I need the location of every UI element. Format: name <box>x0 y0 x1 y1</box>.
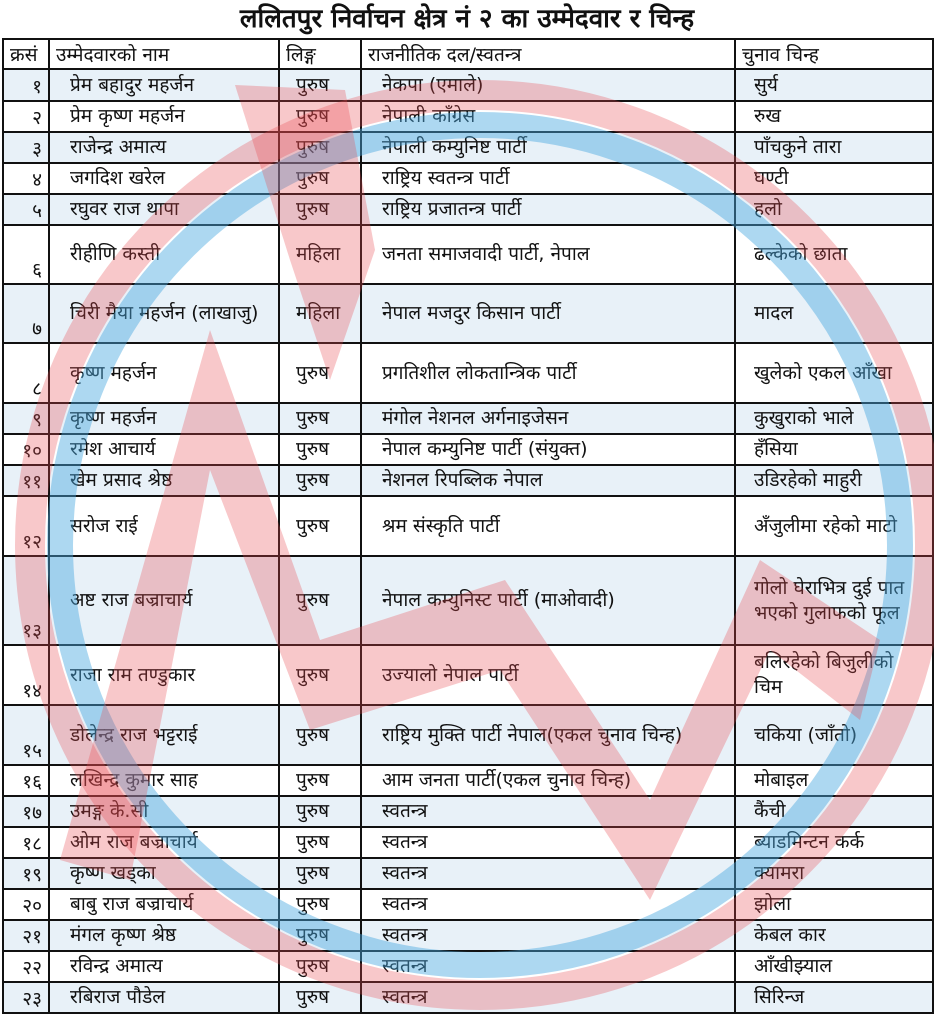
cell-party: स्वतन्त्र <box>361 796 735 827</box>
table-row <box>3 951 933 982</box>
cell-symbol: हँसिया <box>735 434 933 465</box>
cell-gender: पुरुष <box>279 858 361 889</box>
cell-name: उमङ्ग के.सी <box>49 796 279 827</box>
cell-name: मंगल कृष्ण श्रेष्ठ <box>49 920 279 951</box>
cell-party: स्वतन्त्र <box>361 858 735 889</box>
cell-num: ९ <box>3 403 49 434</box>
table-row <box>3 194 933 225</box>
cell-num: ४ <box>3 163 49 194</box>
cell-name: खेम प्रसाद श्रेष्ठ <box>49 465 279 496</box>
cell-num: १६ <box>3 765 49 796</box>
cell-name: रबिराज पौडेल <box>49 982 279 1013</box>
cell-symbol: सुर्य <box>735 69 933 101</box>
header-symbol: चुनाव चिन्ह <box>735 39 933 69</box>
cell-num: २ <box>3 101 49 132</box>
cell-gender: पुरुष <box>279 889 361 920</box>
table-row <box>3 434 933 465</box>
cell-gender: पुरुष <box>279 645 361 705</box>
cell-party: स्वतन्त्र <box>361 920 735 951</box>
cell-symbol: हलो <box>735 194 933 225</box>
cell-symbol: केबल कार <box>735 920 933 951</box>
cell-name: कृष्ण महर्जन <box>49 403 279 434</box>
header-party: राजनीतिक दल/स्वतन्त्र <box>361 39 735 69</box>
cell-gender: पुरुष <box>279 796 361 827</box>
cell-party: नेपाल मजदुर किसान पार्टी <box>361 284 735 343</box>
cell-gender: पुरुष <box>279 951 361 982</box>
cell-gender: पुरुष <box>279 465 361 496</box>
cell-symbol: क्यामरा <box>735 858 933 889</box>
cell-party: मंगोल नेशनल अर्गनाइजेसन <box>361 403 735 434</box>
cell-gender: पुरुष <box>279 982 361 1013</box>
cell-symbol: घण्टी <box>735 163 933 194</box>
cell-name: प्रेम कृष्ण महर्जन <box>49 101 279 132</box>
table-row <box>3 858 933 889</box>
cell-party: नेपाली कम्युनिष्ट पार्टी <box>361 132 735 163</box>
cell-num: १५ <box>3 705 49 765</box>
table-row <box>3 796 933 827</box>
cell-symbol: पाँचकुने तारा <box>735 132 933 163</box>
cell-num: ६ <box>3 225 49 284</box>
cell-party: नेशनल रिपब्लिक नेपाल <box>361 465 735 496</box>
cell-symbol: मादल <box>735 284 933 343</box>
cell-party: प्रगतिशील लोकतान्त्रिक पार्टी <box>361 343 735 403</box>
cell-name: लखिन्द्र कुमार साह <box>49 765 279 796</box>
cell-party: राष्ट्रिय स्वतन्त्र पार्टी <box>361 163 735 194</box>
cell-num: २३ <box>3 982 49 1013</box>
table-row <box>3 132 933 163</box>
cell-num: २० <box>3 889 49 920</box>
table-row <box>3 225 933 284</box>
cell-name: रीहीणि कस्ती <box>49 225 279 284</box>
cell-gender: महिला <box>279 284 361 343</box>
cell-num: ७ <box>3 284 49 343</box>
cell-party: उज्यालो नेपाल पार्टी <box>361 645 735 705</box>
cell-party: स्वतन्त्र <box>361 951 735 982</box>
cell-gender: पुरुष <box>279 434 361 465</box>
cell-name: कृष्ण खड्का <box>49 858 279 889</box>
cell-num: १२ <box>3 496 49 556</box>
cell-party: नेपाली काँग्रेस <box>361 101 735 132</box>
cell-name: राजेन्द्र अमात्य <box>49 132 279 163</box>
candidates-table <box>2 38 934 1014</box>
cell-symbol: ब्याडमिन्टन कर्क <box>735 827 933 858</box>
table-row <box>3 163 933 194</box>
cell-gender: पुरुष <box>279 765 361 796</box>
cell-name: डोलेन्द्र राज भट्टराई <box>49 705 279 765</box>
cell-name: प्रेम बहादुर महर्जन <box>49 69 279 101</box>
cell-gender: पुरुष <box>279 163 361 194</box>
cell-name: कृष्ण महर्जन <box>49 343 279 403</box>
cell-name: ओम राज बज्राचार्य <box>49 827 279 858</box>
cell-gender: पुरुष <box>279 132 361 163</box>
cell-num: ५ <box>3 194 49 225</box>
cell-name: अष्ट राज बज्राचार्य <box>49 556 279 645</box>
cell-symbol: कैंची <box>735 796 933 827</box>
cell-party: नेकपा (एमाले) <box>361 69 735 101</box>
cell-gender: पुरुष <box>279 403 361 434</box>
cell-symbol: आँखीझ्याल <box>735 951 933 982</box>
header-name: उम्मेदवारको नाम <box>49 39 279 69</box>
table-row <box>3 69 933 101</box>
cell-name: जगदिश खरेल <box>49 163 279 194</box>
cell-name: रघुवर राज थापा <box>49 194 279 225</box>
cell-name: सरोज राई <box>49 496 279 556</box>
cell-num: १८ <box>3 827 49 858</box>
table-row <box>3 645 933 705</box>
cell-num: १ <box>3 69 49 101</box>
cell-party: नेपाल कम्युनिस्ट पार्टी (माओवादी) <box>361 556 735 645</box>
table-row <box>3 343 933 403</box>
cell-symbol: बलिरहेको बिजुलीको चिम <box>735 645 933 705</box>
cell-num: १७ <box>3 796 49 827</box>
cell-symbol: खुलेको एकल आँखा <box>735 343 933 403</box>
cell-gender: पुरुष <box>279 556 361 645</box>
cell-num: १३ <box>3 556 49 645</box>
cell-name: रमेश आचार्य <box>49 434 279 465</box>
table-row <box>3 889 933 920</box>
cell-num: २२ <box>3 951 49 982</box>
cell-party: आम जनता पार्टी(एकल चुनाव चिन्ह) <box>361 765 735 796</box>
cell-name: रविन्द्र अमात्य <box>49 951 279 982</box>
table-row <box>3 403 933 434</box>
cell-num: ८ <box>3 343 49 403</box>
cell-party: स्वतन्त्र <box>361 889 735 920</box>
page-title: ललितपुर निर्वाचन क्षेत्र नं २ का उम्मेदवार र चिन्ह <box>239 4 695 34</box>
cell-symbol: उडिरहेको माहुरी <box>735 465 933 496</box>
cell-gender: पुरुष <box>279 496 361 556</box>
cell-num: ३ <box>3 132 49 163</box>
cell-num: १० <box>3 434 49 465</box>
header-num: क्रसं <box>3 39 49 69</box>
cell-gender: पुरुष <box>279 69 361 101</box>
table-row <box>3 496 933 556</box>
cell-party: श्रम संस्कृति पार्टी <box>361 496 735 556</box>
cell-party: स्वतन्त्र <box>361 982 735 1013</box>
table-row <box>3 101 933 132</box>
table-row <box>3 765 933 796</box>
table-header-row <box>3 39 933 69</box>
table-row <box>3 982 933 1013</box>
cell-num: २१ <box>3 920 49 951</box>
table-row <box>3 705 933 765</box>
cell-symbol: रुख <box>735 101 933 132</box>
cell-gender: पुरुष <box>279 705 361 765</box>
cell-gender: पुरुष <box>279 920 361 951</box>
header-gender: लिङ्ग <box>279 39 361 69</box>
cell-gender: पुरुष <box>279 827 361 858</box>
cell-party: राष्ट्रिय मुक्ति पार्टी नेपाल(एकल चुनाव चिन्ह) <box>361 705 735 765</box>
cell-gender: महिला <box>279 225 361 284</box>
cell-symbol: ढल्केको छाता <box>735 225 933 284</box>
cell-gender: पुरुष <box>279 101 361 132</box>
table-row <box>3 920 933 951</box>
cell-gender: पुरुष <box>279 194 361 225</box>
cell-symbol: झोला <box>735 889 933 920</box>
cell-num: १४ <box>3 645 49 705</box>
table-row <box>3 465 933 496</box>
cell-symbol: अँजुलीमा रहेको माटो <box>735 496 933 556</box>
table-row <box>3 556 933 645</box>
cell-party: जनता समाजवादी पार्टी, नेपाल <box>361 225 735 284</box>
cell-num: १९ <box>3 858 49 889</box>
cell-symbol: गोलो घेराभित्र दुई पात भएको गुलाफको फूल <box>735 556 933 645</box>
cell-party: स्वतन्त्र <box>361 827 735 858</box>
cell-symbol: कुखुराको भाले <box>735 403 933 434</box>
cell-symbol: सिरिन्ज <box>735 982 933 1013</box>
cell-name: चिरी मैया महर्जन (लाखाजु) <box>49 284 279 343</box>
table-row <box>3 284 933 343</box>
cell-party: नेपाल कम्युनिष्ट पार्टी (संयुक्त) <box>361 434 735 465</box>
cell-name: बाबु राज बज्राचार्य <box>49 889 279 920</box>
cell-gender: पुरुष <box>279 343 361 403</box>
cell-name: राजा राम तण्डुकार <box>49 645 279 705</box>
cell-symbol: मोबाइल <box>735 765 933 796</box>
table-row <box>3 827 933 858</box>
cell-party: राष्ट्रिय प्रजातन्त्र पार्टी <box>361 194 735 225</box>
cell-num: ११ <box>3 465 49 496</box>
table-body <box>3 69 933 1013</box>
cell-symbol: चकिया (जाँतो) <box>735 705 933 765</box>
